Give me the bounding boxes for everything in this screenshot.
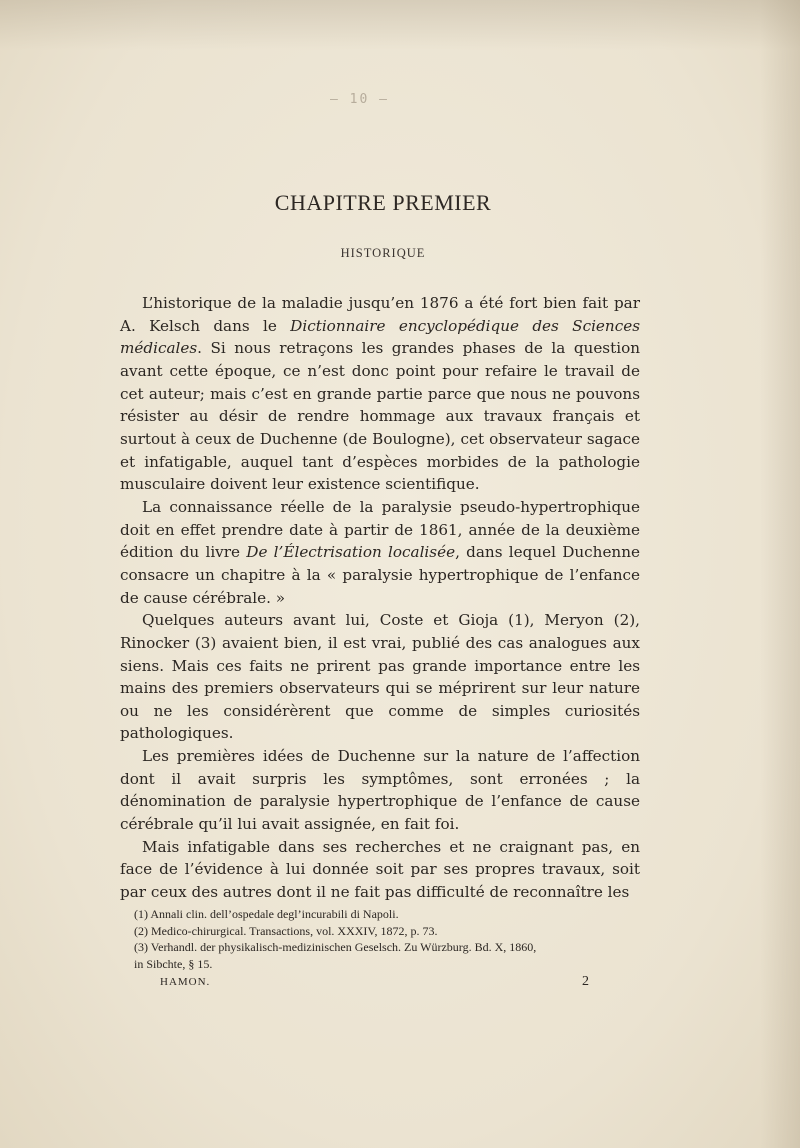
page-shadow-right	[760, 0, 800, 1148]
footnotes	[134, 906, 642, 972]
paragraph-1-italic-title: Dictionnaire encyclopédique des Sciences médicales	[120, 316, 640, 358]
footnote-3: (3) Verhandl. der physikalisch-medizinischen Geselsch. Zu Würzburg. Bd. X, 1860,	[134, 940, 537, 954]
faint-running-header: — 10 —	[330, 92, 389, 107]
body-text	[120, 292, 640, 904]
paragraph-5: Mais infatigable dans ses recherches et ne craignant pas, en face de l’évidence à lui donnée soit par ses propres travaux, soit par ceux des autres dont il ne fait pas difficulté de reconnaître les	[120, 837, 640, 902]
section-title: HISTORIQUE	[340, 246, 426, 260]
paragraph-2-italic-title: De l’Électrisation localisée	[246, 543, 456, 562]
signature-mark: HAMON.	[160, 976, 211, 988]
paragraph-2-text-b: , dans lequel Duchenne consacre un chapitre à la « paralysie hypertrophique de l’enfance de cause cérébrale. »	[120, 543, 640, 607]
paragraph-1-text-b: . Si nous retraçons les grandes phases de la question avant cette époque, ce n’est donc point pour refaire le travail de cet auteur; mais c’est en grande partie parce que nous ne pouvons résister au désir de rendre hommage aux travaux français et surtout à ceux de Duchenne (de Boulogne), cet observateur sagace et infatigable, auquel tant d’espèces morbides de la pathologie musculaire doivent leur existence scientifique.	[120, 339, 640, 494]
paragraph-4: Les premières idées de Duchenne sur la nature de l’affection dont il avait surpris les symptômes, sont erronées ; la dénomination de paralysie hypertrophique de l’enfance de cause cérébrale qu’il lui avait assignée, en fait foi.	[120, 747, 640, 834]
paragraph-2-text-a: La connaissance réelle de la paralysie pseudo-hypertrophique doit en effet prendre date à partir de 1861, année de la deuxième édition du livre	[120, 497, 640, 562]
paragraph-1-text-a: L’historique de la maladie jusqu’en 1876 a été fort bien fait par A. Kelsch dans le	[120, 294, 640, 335]
chapter-title: CHAPITRE PREMIER	[274, 190, 492, 215]
footnote-1: (1) Annali clin. dell’ospedale degl’incurabili di Napoli.	[134, 907, 399, 921]
paragraph-2	[120, 496, 640, 609]
paragraph-3: Quelques auteurs avant lui, Coste et Gioja (1), Meryon (2), Rinocker (3) avaient bien, il est vrai, publié des cas analogues aux siens. Mais ces faits ne prirent pas grande importance entre les mains des premiers observateurs qui se méprirent sur leur nature ou ne les considérèrent que comme de simples curiosités pathologiques.	[120, 611, 640, 743]
paragraph-1	[120, 292, 640, 496]
page-shadow-top	[0, 0, 800, 50]
footnote-2: (2) Medico-chirurgical. Transactions, vol. XXXIV, 1872, p. 73.	[134, 923, 438, 938]
footnote-3-continuation: in Sibchte, § 15.	[134, 956, 213, 971]
page-number: 2	[582, 974, 589, 989]
